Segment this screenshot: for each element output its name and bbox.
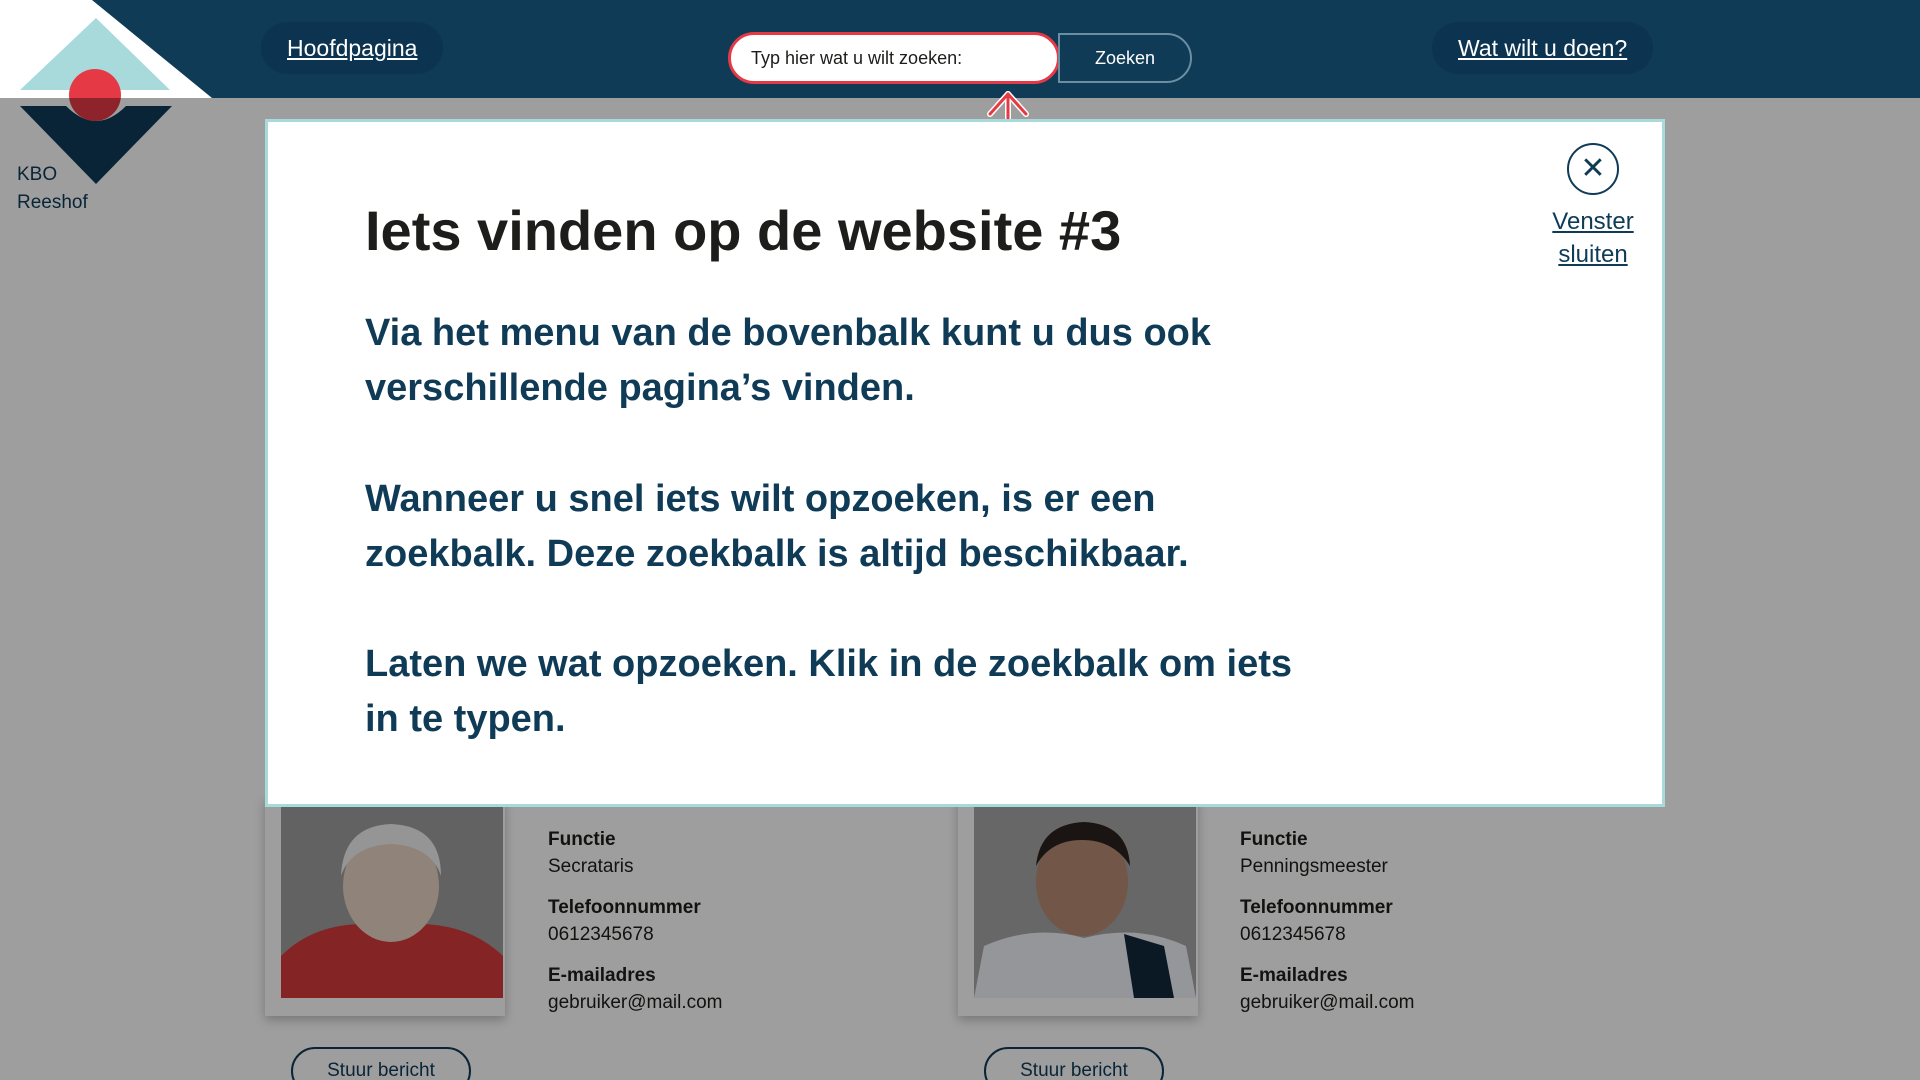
dialog-paragraph-3: Laten we wat opzoeken. Klik in de zoekbalk om iets in te typen. xyxy=(365,643,1293,740)
function-label: Functie xyxy=(548,829,616,850)
send-message-button[interactable]: Stuur bericht xyxy=(291,1047,471,1080)
close-label-line-1[interactable]: Venster xyxy=(1552,208,1634,235)
function-value: Secrataris xyxy=(548,856,634,877)
search-button[interactable]: Zoeken xyxy=(1058,33,1192,83)
function-label: Functie xyxy=(1240,829,1308,850)
close-dialog-button[interactable] xyxy=(1528,143,1658,271)
close-label-line-2[interactable]: sluiten xyxy=(1558,241,1628,268)
tutorial-dialog xyxy=(265,119,1665,807)
what-do-you-want-link[interactable]: Wat wilt u doen? xyxy=(1432,22,1653,74)
email-label: E-mailadres xyxy=(548,965,656,986)
dialog-paragraph-2: Wanneer u snel iets wilt opzoeken, is er een zoekbalk. Deze zoekbalk is altijd beschikbaar. xyxy=(365,478,1189,575)
send-message-button[interactable]: Stuur bericht xyxy=(984,1047,1164,1080)
phone-value: 0612345678 xyxy=(548,924,654,945)
logo-line-1: KBO xyxy=(17,164,58,185)
dialog-title: Iets vinden op de website #3 xyxy=(365,199,1122,262)
search-bar xyxy=(728,32,1192,84)
email-value: gebruiker@mail.com xyxy=(1240,992,1415,1013)
close-icon[interactable]: ✕ xyxy=(1567,143,1619,195)
top-bar xyxy=(0,0,1920,98)
phone-label: Telefoonnummer xyxy=(1240,897,1393,918)
close-dialog-label[interactable] xyxy=(1528,205,1658,271)
function-value: Penningsmeester xyxy=(1240,856,1388,877)
phone-label: Telefoonnummer xyxy=(548,897,701,918)
home-link[interactable]: Hoofdpagina xyxy=(261,22,443,74)
email-label: E-mailadres xyxy=(1240,965,1348,986)
search-input[interactable] xyxy=(728,32,1060,84)
logo-line-2: Reeshof xyxy=(17,192,88,213)
dialog-paragraph-1: Via het menu van de bovenbalk kunt u dus ook verschillende pagina’s vinden. xyxy=(365,312,1212,409)
phone-value: 0612345678 xyxy=(1240,924,1346,945)
email-value: gebruiker@mail.com xyxy=(548,992,723,1013)
